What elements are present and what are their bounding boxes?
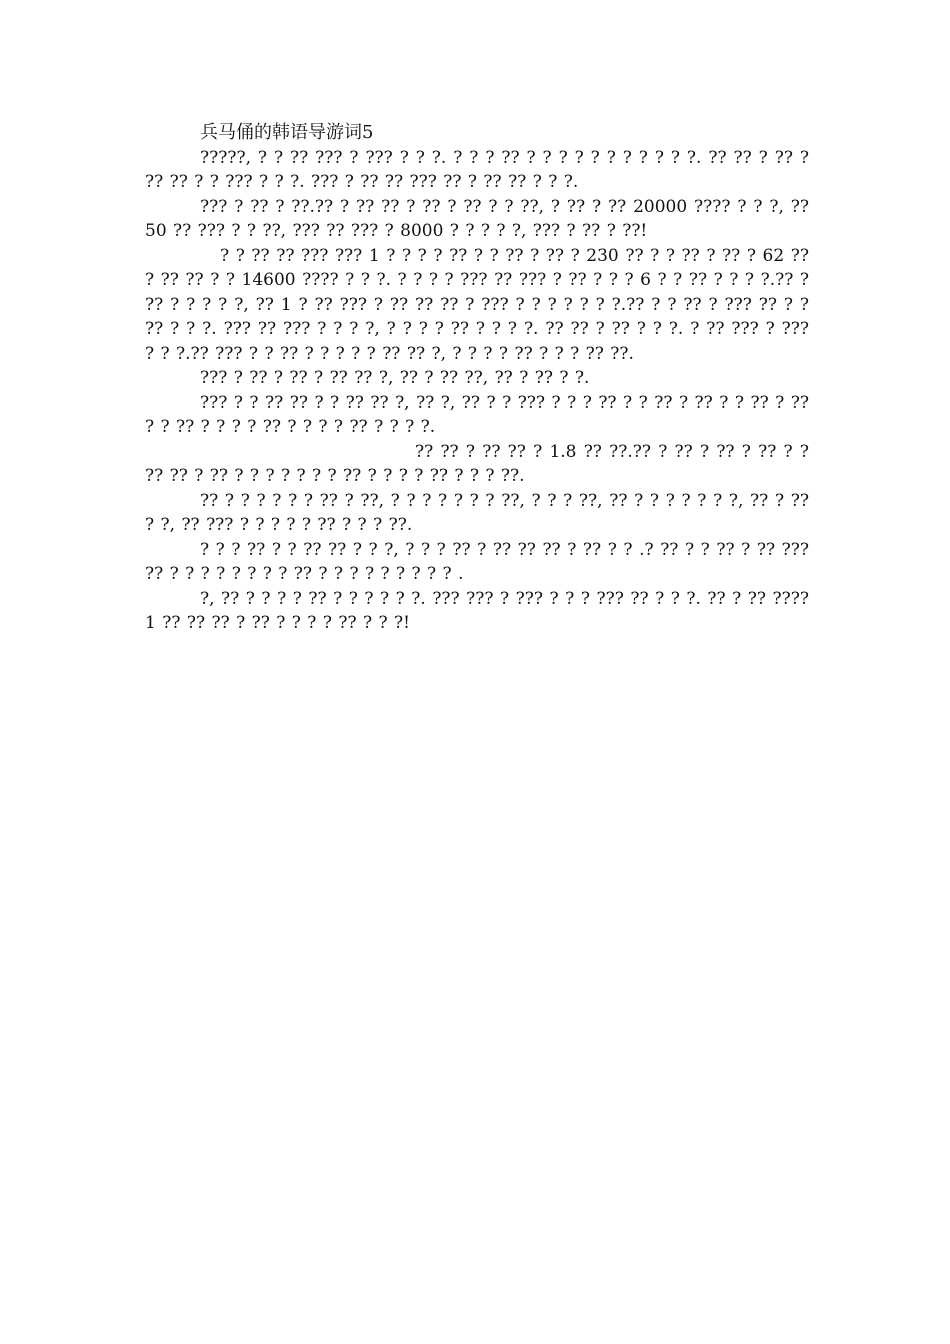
paragraph-7: ?? ? ? ? ? ? ? ?? ? ??, ? ? ? ? ? ? ? ??, ? ? ? ??, ?? ? ? ? ? ? ? ?, ?? ? ?? ? ?, ?? ??? ? ? ? ? ? ?? ? ? ? ??. [145,490,809,535]
document-title: 兵马俑的韩语导游词5 [200,122,374,143]
paragraph-3: ? ? ?? ?? ??? ??? 1 ? ? ? ? ?? ? ? ?? ? ?? ? 230 ?? ? ? ?? ? ?? ? 62 ?? ? ?? ?? ? ? 14600 ???? ? ? ?. ? ? ? ? ??? ?? ??? ? ?? ? ? ? 6 ? ? ?? ? ? ? ?.?? ? ?? ? ? ? ? ?, ?? 1 ? ?? ??? ? ?? ?? ?? ? ??? ? ? ? ? ? ? ?.?? ? ? ?? ? ??? ?? ? ? ?? ? ? ?. ??? ?? ??? ? ? ? ?, ? ? ? ? ?? ? ? ? ?. ?? ?? ? ?? ? ? ?. ? ?? ??? ? ??? ? ? ?.?? ??? ? ? ?? ? ? ? ? ? ?? ?? ?, ? ? ? ? ?? ? ? ? ?? ??. [145,245,809,364]
paragraph-5: ??? ? ? ?? ?? ? ? ?? ?? ?, ?? ?, ?? ? ? ??? ? ? ? ?? ? ? ?? ? ?? ? ? ?? ? ?? ? ? ?? ? ? ? ? ?? ? ? ? ? ?? ? ? ? ?. [145,392,809,437]
paragraph-8: ? ? ? ?? ? ? ?? ?? ? ? ?, ? ? ? ?? ? ?? ?? ?? ? ?? ? ? .? ?? ? ? ?? ? ?? ??? ?? ? ? ? ? ? ? ? ? ?? ? ? ? ? ? ? ? ? ? . [145,539,809,584]
paragraph-6: ?? ?? ? ?? ?? ? 1.8 ?? ??.?? ? ?? ? ?? ? ?? ? ? ?? ?? ? ?? ? ? ? ? ? ? ? ?? ? ? ? ? ?? ? ? ? ??. [145,441,809,486]
paragraph-9: ?, ?? ? ? ? ? ?? ? ? ? ? ? ?. ??? ??? ? ??? ? ? ? ??? ?? ? ? ?. ?? ? ?? ???? 1 ?? ?? ?? ? ?? ? ? ? ? ?? ? ? ?! [145,588,809,633]
document-page [145,121,809,636]
paragraph-4: ??? ? ?? ? ?? ? ?? ?? ?, ?? ? ?? ??, ?? ? ?? ? ?. [200,368,590,388]
paragraph-2: ??? ? ?? ? ??.?? ? ?? ?? ? ?? ? ?? ? ? ??, ? ?? ? ?? 20000 ???? ? ? ?, ??50 ?? ??? ? ? ??, ??? ?? ??? ? 8000 ? ? ? ? ?, ??? ? ?? ? ??! [145,196,809,241]
paragraph-1: ?????, ? ? ?? ??? ? ??? ? ? ?. ? ? ? ?? ? ? ? ? ? ? ? ? ? ? ?. ?? ?? ? ?? ? ?? ?? ? ? ??? ? ? ?. ??? ? ?? ?? ??? ?? ? ?? ?? ? ? ?. [145,147,809,192]
